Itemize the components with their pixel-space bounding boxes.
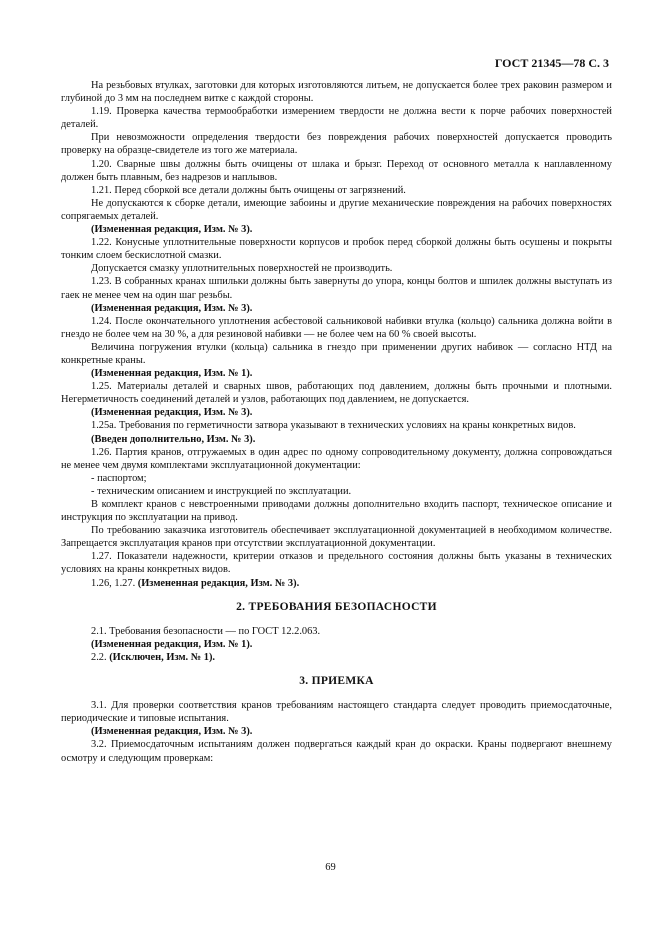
paragraph: 1.25а. Требования по герметичности затвора указывают в технических условиях на краны конкретных видов.: [91, 420, 576, 432]
paragraph: Величина погружения втулки (кольца) сальника в гнездо при применении других набивок — согласно НТД на конкретные краны.: [61, 341, 612, 366]
paragraph: 2.1. Требования безопасности — по ГОСТ 12.2.063.: [91, 625, 321, 637]
list-item: - техническим описанием и инструкцией по эксплуатации.: [61, 485, 612, 498]
paragraph: 1.25. Материалы деталей и сварных швов, работающих под давлением, должны быть прочными и плотными. Негерметичность соединений деталей и узлов, работающих под давлением, не допускается.: [61, 381, 612, 406]
amendment-note: (Исключен, Изм. № 1).: [109, 651, 216, 663]
paragraph: 1.21. Перед сборкой все детали должны быть очищены от загрязнений.: [91, 184, 406, 196]
paragraph: На резьбовых втулках, заготовки для которых изготовляются литьем, не допускается более трех раковин размером и глубиной до 3 мм на последнем витке с каждой стороны.: [61, 80, 612, 105]
paragraph-text: 1.26, 1.27.: [91, 577, 138, 589]
amendment-note: (Измененная редакция, Изм. № 1).: [91, 638, 253, 650]
section-heading: 3. ПРИЕМКА: [299, 675, 374, 688]
amendment-note: (Измененная редакция, Изм. № 1).: [91, 368, 253, 380]
amendment-note: (Измененная редакция, Изм. № 3).: [91, 726, 253, 738]
amendment-note: (Измененная редакция, Изм. № 3).: [137, 577, 300, 589]
amendment-note: (Измененная редакция, Изм. № 3).: [91, 224, 253, 236]
amendment-note: (Измененная редакция, Изм. № 3).: [91, 407, 253, 419]
paragraph-text: 2.2.: [91, 651, 110, 663]
amendment-note: (Введен дополнительно, Изм. № 3).: [91, 433, 256, 445]
paragraph: 1.26. Партия кранов, отгружаемых в один адрес по одному сопроводительному документу, должна сопровождаться не менее чем двумя комплектами эксплуатационной документации:: [61, 446, 612, 471]
paragraph: В комплект кранов с невстроенными приводами должны дополнительно входить паспорт, техническое описание и инструкция по эксплуатации на привод.: [61, 499, 612, 524]
paragraph: 3.2. Приемосдаточным испытаниям должен подвергаться каждый кран до окраски. Краны подвергают внешнему осмотру и следующим проверкам:: [61, 739, 612, 764]
page-header: ГОСТ 21345—78 С. 3: [494, 56, 609, 70]
paragraph: 1.20. Сварные швы должны быть очищены от шлака и брызг. Переход от основного металла к наплавленному должен быть плавным, без надрезов и наплывов.: [61, 158, 612, 183]
paragraph: 1.22. Конусные уплотнительные поверхности корпусов и пробок перед сборкой должны быть осушены и покрыты тонким слоем бескислотной смазки.: [61, 237, 612, 262]
page-number: 69: [325, 862, 336, 873]
paragraph: 1.19. Проверка качества термообработки измерением твердости не должна вести к порче рабочих поверхностей деталей.: [61, 106, 612, 131]
paragraph: 1.23. В собранных кранах шпильки должны быть завернуты до упора, концы болтов и шпилек должны выступать из гаек не менее чем на один шаг резьбы.: [61, 276, 612, 301]
paragraph: Допускается смазку уплотнительных поверхностей не производить.: [91, 263, 393, 275]
paragraph: По требованию заказчика изготовитель обеспечивает эксплуатационной документацией в необходимом количестве. Запрещается эксплуатация кранов при отсутствии эксплуатационной документации.: [61, 525, 612, 550]
section-heading: 2. ТРЕБОВАНИЯ БЕЗОПАСНОСТИ: [236, 600, 437, 613]
paragraph: [61, 651, 612, 664]
document-body: [61, 79, 612, 765]
amendment-note: (Измененная редакция, Изм. № 3).: [91, 302, 253, 314]
paragraph: 3.1. Для проверки соответствия кранов требованиям настоящего стандарта следует проводить приемосдаточные, периодические и типовые испытания.: [61, 700, 612, 725]
paragraph: Не допускаются к сборке детали, имеющие забоины и другие механические повреждения на рабочих поверхностях сопрягаемых деталей.: [61, 197, 612, 222]
list-item: - паспортом;: [61, 472, 612, 485]
paragraph: При невозможности определения твердости без повреждения рабочих поверхностей допускается проводить проверку на образце-свидетеле из того же материала.: [61, 132, 612, 157]
paragraph: 1.27. Показатели надежности, критерии отказов и предельного состояния должны быть указаны в технических условиях на краны конкретных видов.: [61, 551, 612, 576]
paragraph: [61, 577, 612, 590]
paragraph: 1.24. После окончательного уплотнения асбестовой сальниковой набивки втулка (кольцо) сальника должна войти в гнездо не более чем на 30 %, а для резиновой набивки — не более чем на 60 % своей высоты.: [61, 315, 612, 340]
